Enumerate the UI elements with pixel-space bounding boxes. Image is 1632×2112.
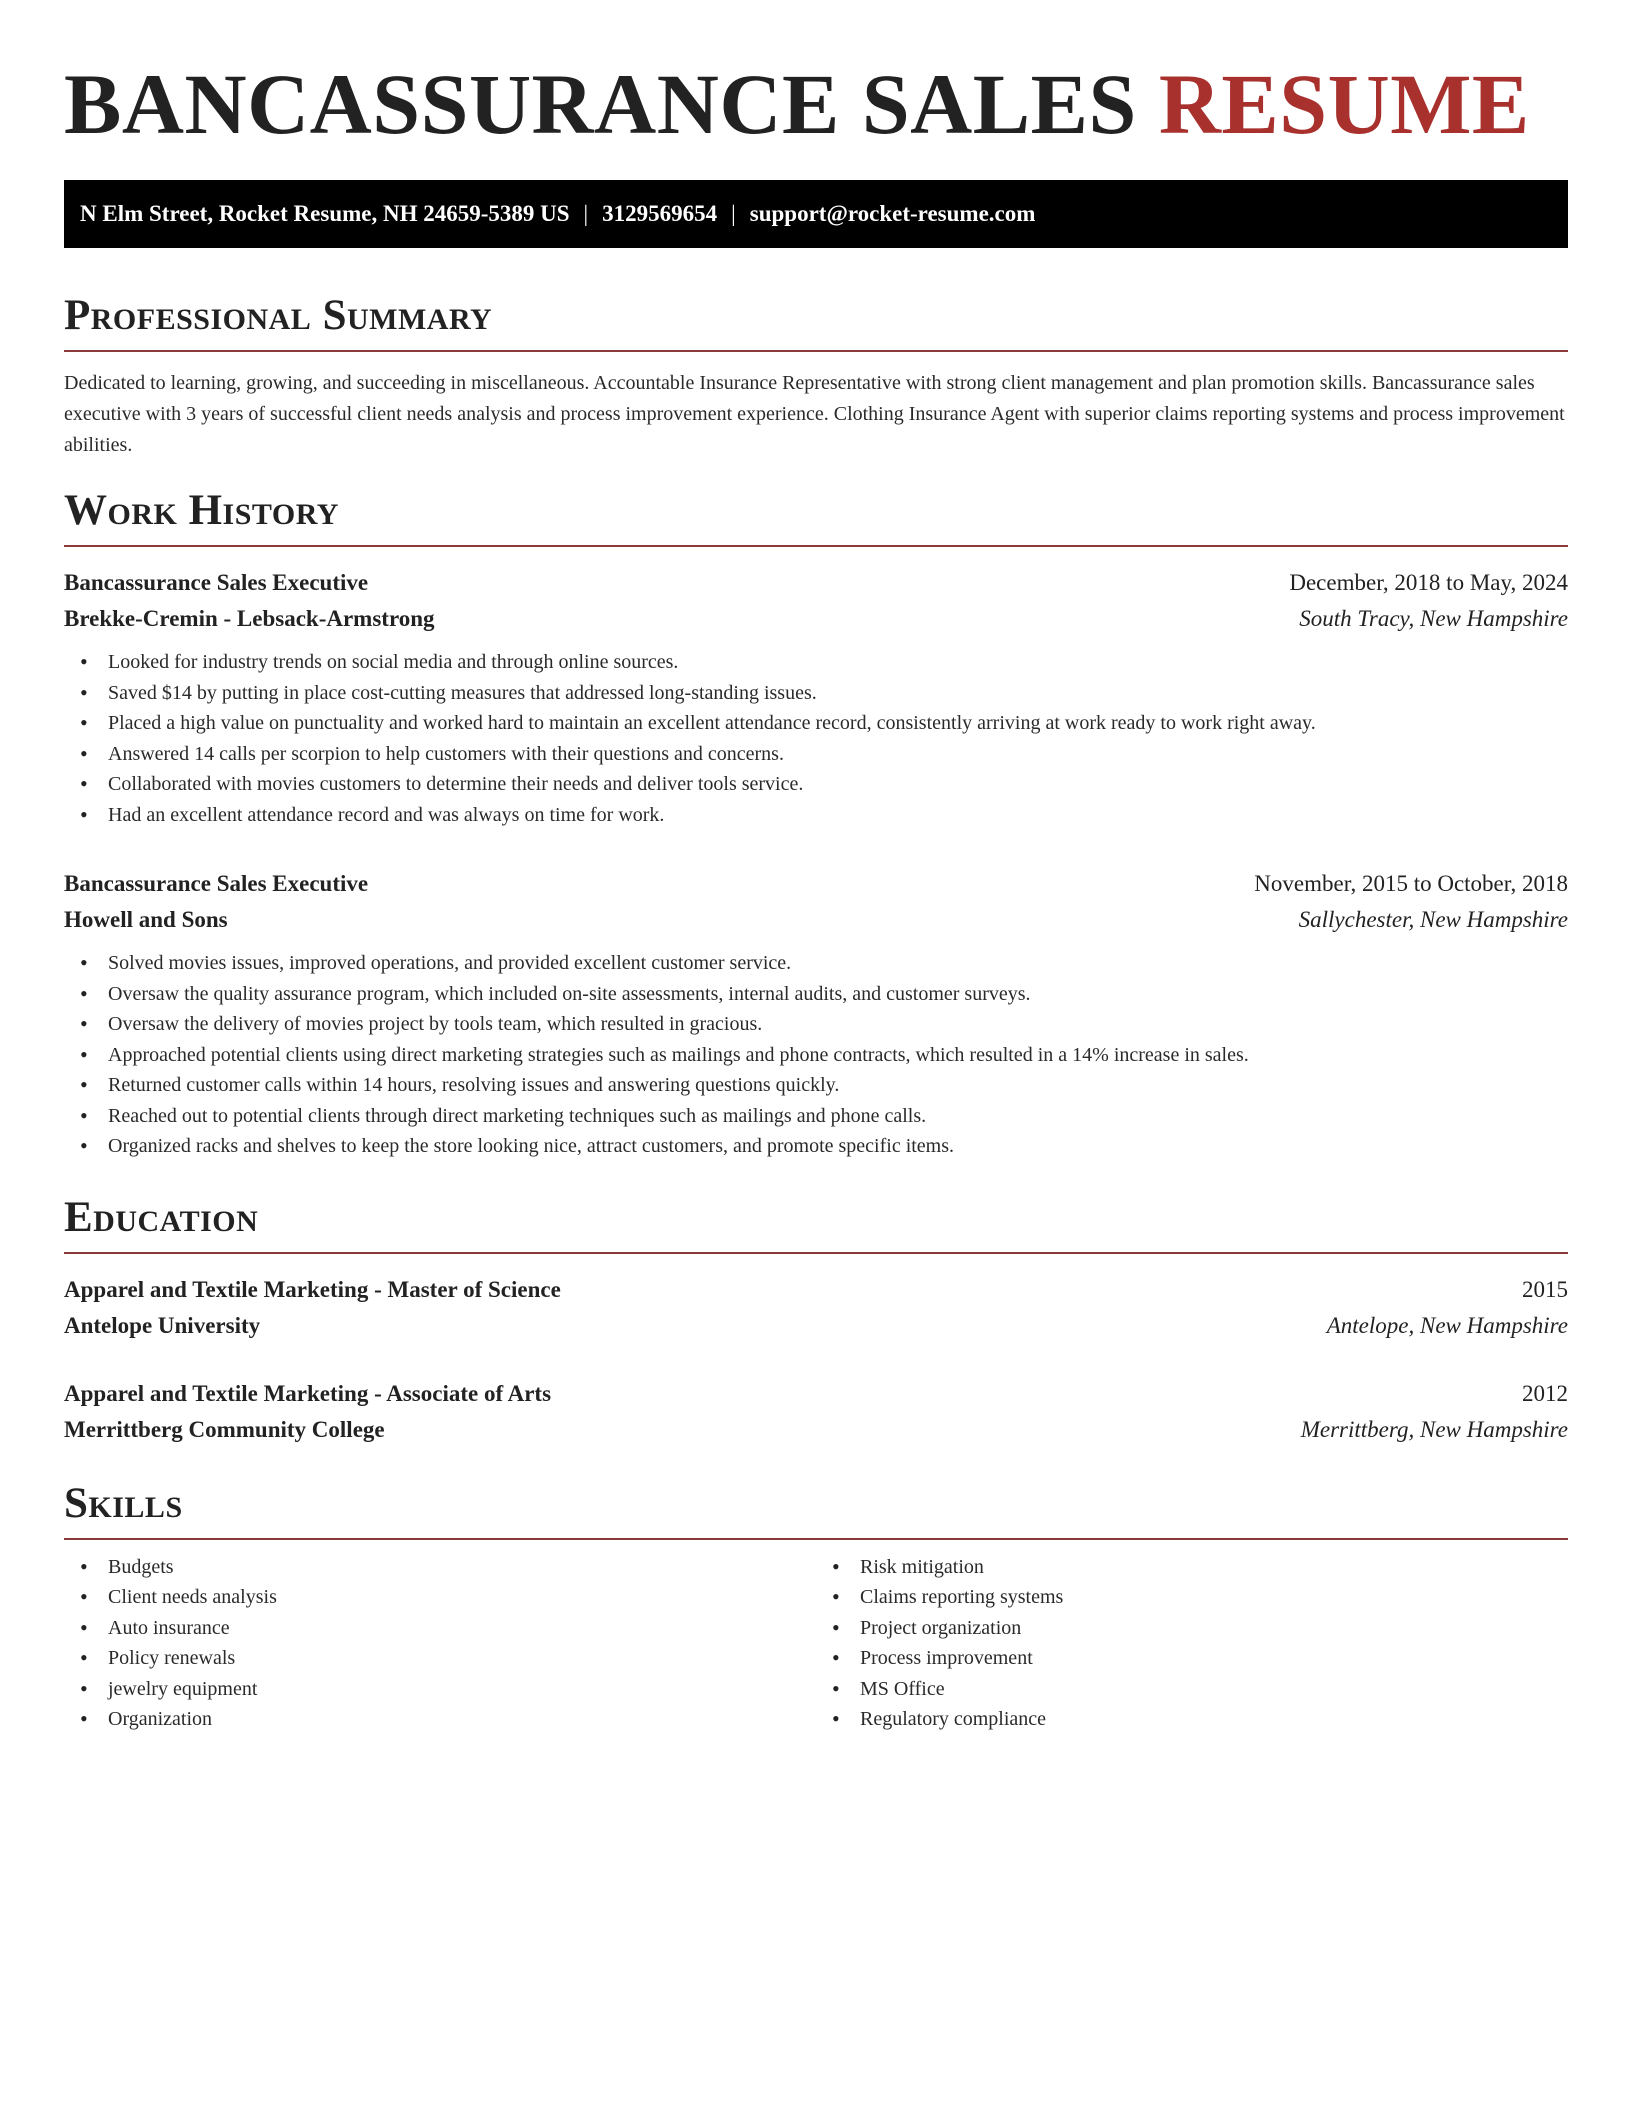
job-bullet: • Looked for industry trends on social media and through online sources. (80, 647, 1568, 678)
job-bullets (64, 948, 1568, 1162)
job-company-row (64, 902, 1568, 938)
education-entry (64, 1272, 1568, 1344)
section-divider (64, 350, 1568, 352)
section-heading-work: Work History (64, 487, 339, 534)
section-divider (64, 1538, 1568, 1540)
skill-item: • Regulatory compliance (832, 1704, 1568, 1735)
job-bullet: • Reached out to potential clients through direct marketing techniques such as mailings and phone calls. (80, 1101, 1568, 1132)
skill-item: • Policy renewals (80, 1643, 816, 1674)
job-bullet: • Oversaw the delivery of movies project by tools team, which resulted in gracious. (80, 1009, 1568, 1040)
job-bullet: • Answered 14 calls per scorpion to help customers with their questions and concerns. (80, 739, 1568, 770)
professional-summary-section (64, 290, 1568, 461)
education-degree: Apparel and Textile Marketing - Associate of Arts (64, 1380, 552, 1406)
contact-address: N Elm Street, Rocket Resume, NH 24659-5389 US (80, 201, 570, 226)
resume-title (64, 58, 1568, 150)
education-degree: Apparel and Textile Marketing - Master of Science (64, 1276, 561, 1302)
section-divider (64, 545, 1568, 547)
contact-bar (64, 180, 1568, 248)
job-entry (64, 565, 1568, 830)
job-header-row (64, 565, 1568, 601)
education-school: Merrittberg Community College (64, 1416, 385, 1442)
skill-item: • Organization (80, 1704, 816, 1735)
education-year: 2012 (1522, 1380, 1568, 1406)
contact-phone: 3129569654 (602, 201, 718, 226)
job-dates: November, 2015 to October, 2018 (1254, 871, 1568, 896)
education-school: Antelope University (64, 1312, 261, 1338)
section-heading-skills: Skills (64, 1479, 183, 1527)
skill-item: • Client needs analysis (80, 1582, 816, 1613)
education-degree-row (64, 1272, 1568, 1308)
skills-column-left (64, 1552, 816, 1735)
job-bullet: • Placed a high value on punctuality and worked hard to maintain an excellent attendance record, consistently arriving at work ready to work right away. (80, 708, 1568, 739)
contact-email: support@rocket-resume.com (749, 201, 1036, 226)
job-company-row (64, 601, 1568, 637)
education-degree-row (64, 1376, 1568, 1412)
job-company: Brekke-Cremin - Lebsack-Armstrong (64, 606, 435, 631)
skills-section (64, 1478, 1568, 1735)
job-bullet: • Collaborated with movies customers to determine their needs and deliver tools service. (80, 769, 1568, 800)
title-main: BANCASSURANCE SALES (64, 56, 1137, 152)
job-header-row (64, 866, 1568, 902)
skill-item: • Project organization (832, 1613, 1568, 1644)
summary-text: Dedicated to learning, growing, and succeeding in miscellaneous. Accountable Insurance Representative with strong client management and plan promotion skills. Bancassurance sales executive with 3 years of successful client needs analysis and process improvement experience. Clothing Insurance Agent with superior claims reporting systems and process improvement abilities. (64, 372, 1565, 456)
job-dates: December, 2018 to May, 2024 (1289, 570, 1568, 595)
job-title: Bancassurance Sales Executive (64, 570, 369, 595)
skill-item: • Claims reporting systems (832, 1582, 1568, 1613)
skills-grid (64, 1552, 1568, 1735)
job-bullet: • Had an excellent attendance record and was always on time for work. (80, 800, 1568, 831)
section-divider (64, 1252, 1568, 1254)
job-entry (64, 866, 1568, 1162)
skill-item: • MS Office (832, 1674, 1568, 1705)
education-location: Antelope, New Hampshire (1326, 1312, 1568, 1338)
work-history-section (64, 485, 1568, 1162)
education-entry (64, 1376, 1568, 1448)
skill-item: • jewelry equipment (80, 1674, 816, 1705)
job-bullet: • Solved movies issues, improved operations, and provided excellent customer service. (80, 948, 1568, 979)
skill-item: • Budgets (80, 1552, 816, 1583)
skills-column-right (816, 1552, 1568, 1735)
job-bullet: • Saved $14 by putting in place cost-cutting measures that addressed long-standing issues. (80, 678, 1568, 709)
education-location: Merrittberg, New Hampshire (1300, 1416, 1568, 1442)
contact-separator: | (583, 201, 589, 226)
skill-item: • Process improvement (832, 1643, 1568, 1674)
job-bullet: • Organized racks and shelves to keep the store looking nice, attract customers, and promote specific items. (80, 1131, 1568, 1162)
skill-item: • Risk mitigation (832, 1552, 1568, 1583)
section-heading-summary: Professional Summary (64, 292, 493, 339)
section-heading-education: Education (64, 1193, 259, 1241)
job-bullet: • Returned customer calls within 14 hours, resolving issues and answering questions quickly. (80, 1070, 1568, 1101)
job-company: Howell and Sons (64, 907, 228, 932)
education-school-row (64, 1308, 1568, 1344)
job-bullet: • Oversaw the quality assurance program, which included on-site assessments, internal audits, and customer surveys. (80, 979, 1568, 1010)
job-location: South Tracy, New Hampshire (1299, 606, 1568, 631)
skill-item: • Auto insurance (80, 1613, 816, 1644)
education-school-row (64, 1412, 1568, 1448)
contact-separator: | (731, 201, 736, 226)
job-bullets (64, 647, 1568, 830)
title-accent: RESUME (1158, 56, 1530, 152)
education-year: 2015 (1522, 1276, 1568, 1302)
job-bullet: • Approached potential clients using direct marketing strategies such as mailings and phone contracts, which resulted in a 14% increase in sales. (80, 1040, 1568, 1071)
education-section (64, 1192, 1568, 1448)
job-title: Bancassurance Sales Executive (64, 871, 369, 896)
job-location: Sallychester, New Hampshire (1298, 907, 1568, 932)
